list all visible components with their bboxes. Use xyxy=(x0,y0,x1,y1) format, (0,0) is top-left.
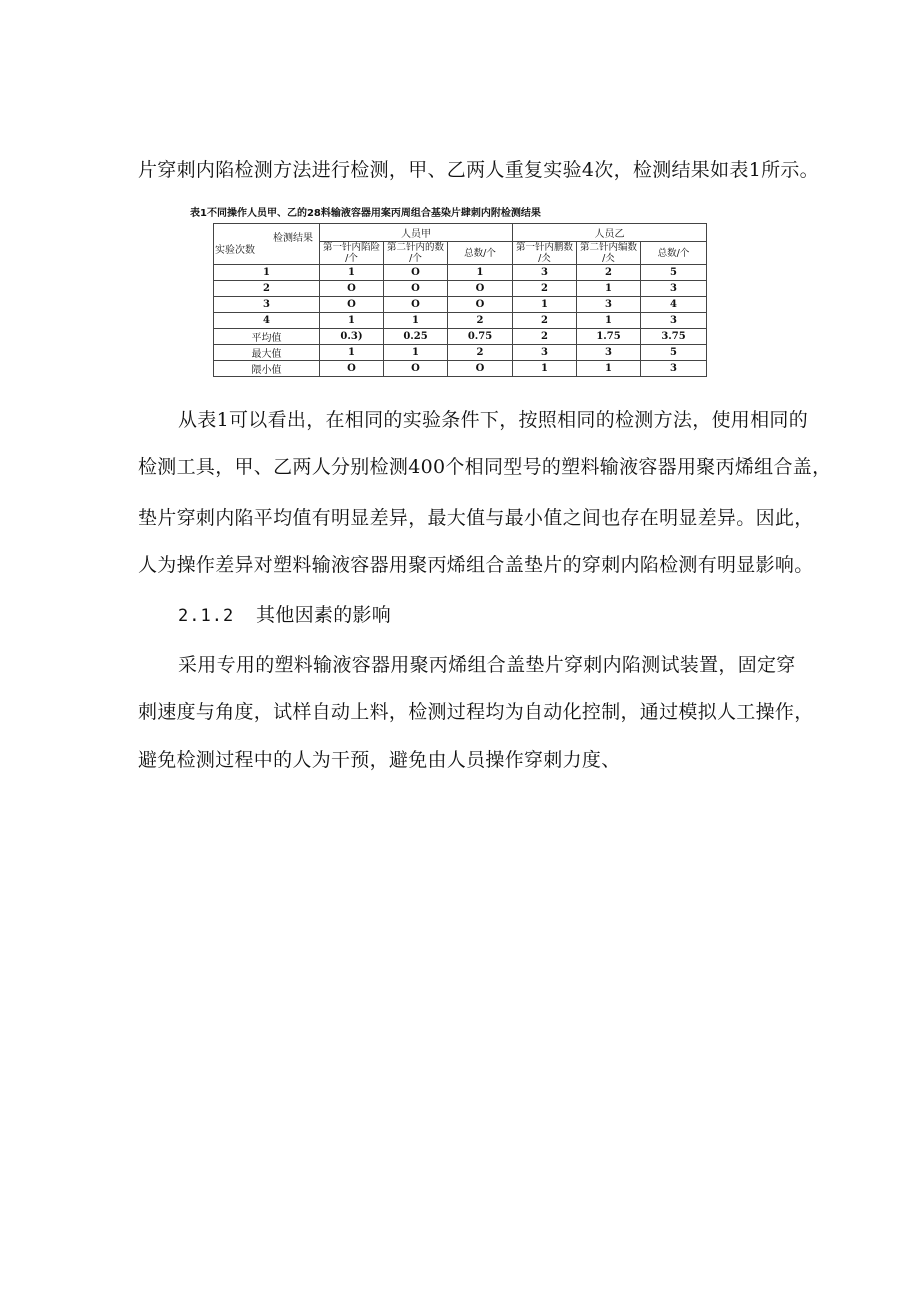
subheader-b1: 第一针内鹏数 /仌 xyxy=(513,242,577,265)
cell-a1: 0.3) xyxy=(320,329,384,345)
cell-b1: 1 xyxy=(513,361,577,377)
cell-a1: O xyxy=(320,361,384,377)
paragraph-2-line-3: 垫片穿刺内陷平均值有明显差异，最大值与最小值之间也存在明显差异。因此， xyxy=(138,507,814,529)
cell-a3: 2 xyxy=(448,313,513,329)
paragraph-2-line-2: 检测工具，甲、乙两人分别检测400个相同型号的塑料输液容器用聚丙烯组合盖， xyxy=(138,456,832,478)
cell-a1: 1 xyxy=(320,313,384,329)
table-row xyxy=(214,281,707,297)
table-row xyxy=(214,345,707,361)
cell-b3: 5 xyxy=(641,265,707,281)
table-row xyxy=(214,361,707,377)
subheader-a1: 第一针内陷险 /个 xyxy=(320,242,384,265)
cell-b1: 2 xyxy=(513,329,577,345)
cell-b3: 3 xyxy=(641,281,707,297)
paragraph-3-line-1: 采用专用的塑料输液容器用聚丙烯组合盖垫片穿刺内陷测试装置，固定穿 xyxy=(178,654,796,676)
cell-a3: 2 xyxy=(448,345,513,361)
subheader-b3: 总数/个 xyxy=(641,242,707,265)
cell-a2: O xyxy=(384,265,448,281)
cell-b1: 2 xyxy=(513,281,577,297)
cell-b2: 2 xyxy=(577,265,641,281)
row-label: 隈小值 xyxy=(214,361,320,377)
cell-a2: 1 xyxy=(384,313,448,329)
subheader-a2: 第二针内的数 /个 xyxy=(384,242,448,265)
row-label: 1 xyxy=(214,265,320,281)
paragraph-1-line-1: 片穿刺内陷检测方法进行检测，甲、乙两人重复实验4次，检测结果如表1所示。 xyxy=(138,159,819,181)
group-header-a: 人员甲 xyxy=(320,224,513,242)
subheader-b2: 第二针内编数 /仌 xyxy=(577,242,641,265)
group-header-b: 人员乙 xyxy=(513,224,707,242)
section-heading-title: 其他因素的影响 xyxy=(256,604,392,626)
cell-b2: 3 xyxy=(577,297,641,313)
results-table xyxy=(213,223,707,377)
paragraph-2-line-4: 人为操作差异对塑料输液容器用聚丙烯组合盖垫片的穿刺内陷检测有明显影响。 xyxy=(138,554,814,576)
cell-b2: 1 xyxy=(577,361,641,377)
section-heading-number: 2.1.2 xyxy=(178,606,235,626)
paragraph-3-line-2: 刺速度与角度，试样自动上料，检测过程均为自动化控制，通过模拟人工操作， xyxy=(138,701,814,723)
section-heading xyxy=(178,603,788,628)
cell-a2: O xyxy=(384,281,448,297)
table-corner-cell xyxy=(214,224,320,265)
cell-a2: 0.25 xyxy=(384,329,448,345)
row-label: 平均值 xyxy=(214,329,320,345)
cell-b2: 1.75 xyxy=(577,329,641,345)
cell-b3: 4 xyxy=(641,297,707,313)
subheader-a3: 总数/个 xyxy=(448,242,513,265)
cell-a1: 1 xyxy=(320,265,384,281)
paragraph-3-line-3: 避免检测过程中的人为干预，避免由人员操作穿刺力度、 xyxy=(138,749,621,771)
table-row xyxy=(214,329,707,345)
cell-b2: 1 xyxy=(577,281,641,297)
cell-b1: 1 xyxy=(513,297,577,313)
cell-b1: 3 xyxy=(513,345,577,361)
table-row xyxy=(214,297,707,313)
cell-a1: O xyxy=(320,281,384,297)
table-caption: 表1不同操作人员甲、乙的28料输液容器用案丙周组合基染片肆刺内附检测结果 xyxy=(190,208,541,219)
cell-a2: O xyxy=(384,297,448,313)
table-row xyxy=(214,313,707,329)
cell-b1: 3 xyxy=(513,265,577,281)
cell-a3: O xyxy=(448,361,513,377)
cell-b2: 1 xyxy=(577,313,641,329)
corner-label-results: 检测结果 xyxy=(273,233,313,244)
cell-b3: 3.75 xyxy=(641,329,707,345)
cell-b3: 3 xyxy=(641,361,707,377)
cell-a2: 1 xyxy=(384,345,448,361)
cell-a3: 1 xyxy=(448,265,513,281)
paragraph-2-line-1: 从表1可以看出，在相同的实验条件下，按照相同的检测方法，使用相同的 xyxy=(178,409,808,431)
cell-b3: 3 xyxy=(641,313,707,329)
table-row xyxy=(214,265,707,281)
row-label: 2 xyxy=(214,281,320,297)
cell-a1: O xyxy=(320,297,384,313)
cell-a3: O xyxy=(448,281,513,297)
cell-a2: O xyxy=(384,361,448,377)
row-label: 最大值 xyxy=(214,345,320,361)
cell-b3: 5 xyxy=(641,345,707,361)
cell-a3: 0.75 xyxy=(448,329,513,345)
row-label: 3 xyxy=(214,297,320,313)
cell-b2: 3 xyxy=(577,345,641,361)
row-label: 4 xyxy=(214,313,320,329)
corner-label-trials: 实验次数 xyxy=(215,245,255,256)
cell-a3: O xyxy=(448,297,513,313)
cell-b1: 2 xyxy=(513,313,577,329)
cell-a1: 1 xyxy=(320,345,384,361)
